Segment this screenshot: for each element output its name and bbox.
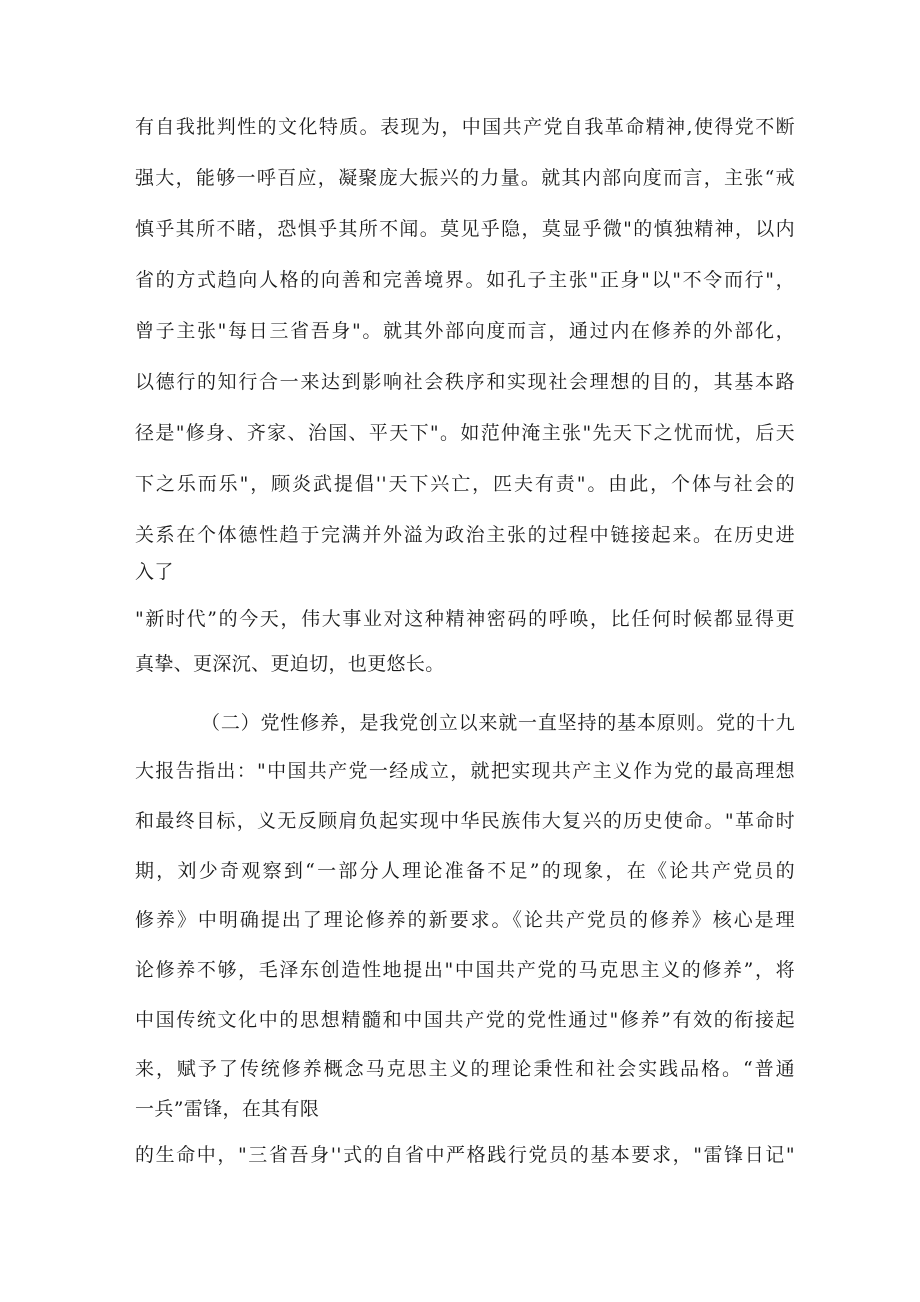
body-text-line: 一兵”雷锋，在其有限	[135, 1098, 320, 1120]
body-text-line: 大报告指出："中国共产党一经成立，就把实现共产主义作为党的最高理想	[135, 760, 795, 782]
body-text-line: 强大，能够一呼百应，凝聚庞大振兴的力量。就其内部向度而言，主张“戒	[135, 167, 795, 189]
body-text-line: 真挚、更深沉、更迫切，也更悠长。	[135, 653, 445, 675]
body-text-line: 关系在个体德性趋于完满并外溢为政治主张的过程中链接起来。在历史进	[135, 524, 795, 546]
body-text-line: 来，赋予了传统修养概念马克思主义的理论秉性和社会实践品格。“普通	[135, 1058, 795, 1080]
body-text-line: 修养》中明确提出了理论修养的新要求。《论共产党员的修养》核心是理	[135, 909, 795, 931]
body-text-line: 和最终目标，义无反顾肩负起实现中华民族伟大复兴的历史使命。"革命时	[135, 810, 795, 832]
body-text-line: 慎乎其所不睹，恐惧乎其所不闻。莫见乎隐，莫显乎微"的慎独精神，以内	[135, 218, 795, 240]
body-text-line: 入了	[135, 561, 174, 583]
body-text-line: 下之乐而乐"，顾炎武提倡''天下兴亡，匹夫有责"。由此，个体与社会的	[135, 473, 795, 495]
body-text-line: 有自我批判性的文化特质。表现为，中国共产党自我革命精神,使得党不断	[135, 116, 795, 138]
paragraph-start-line: （二）党性修养，是我党创立以来就一直坚持的基本原则。党的十九	[201, 712, 795, 734]
body-text-line: 曾子主张"每日三省吾身"。就其外部向度而言，通过内在修养的外部化，	[135, 320, 795, 342]
body-text-line: 省的方式趋向人格的向善和完善境界。如孔子主张"正身"以"不令而行"，	[135, 269, 795, 291]
body-text-line: 论修养不够，毛泽东创造性地提出"中国共产党的马克思主义的修养”，将	[135, 959, 795, 981]
body-text-line: 期，刘少奇观察到“一部分人理论准备不足”的现象，在《论共产党员的	[135, 860, 795, 882]
body-text-line: 以德行的知行合一来达到影响社会秩序和实现社会理想的目的，其基本路	[135, 371, 795, 393]
body-text-line: 中国传统文化中的思想精髓和中国共产党的党性通过"修养”有效的衔接起	[135, 1009, 795, 1031]
body-text-line: 的生命中，"三省吾身''式的自省中严格践行党员的基本要求，"雷锋日记"	[135, 1144, 795, 1166]
body-text-line: "新时代”的今天，伟大事业对这种精神密码的呼唤，比任何时候都显得更	[135, 608, 795, 630]
body-text-line: 径是"修身、齐家、治国、平天下"。如范仲淹主张"先天下之忧而忧，后天	[135, 422, 795, 444]
